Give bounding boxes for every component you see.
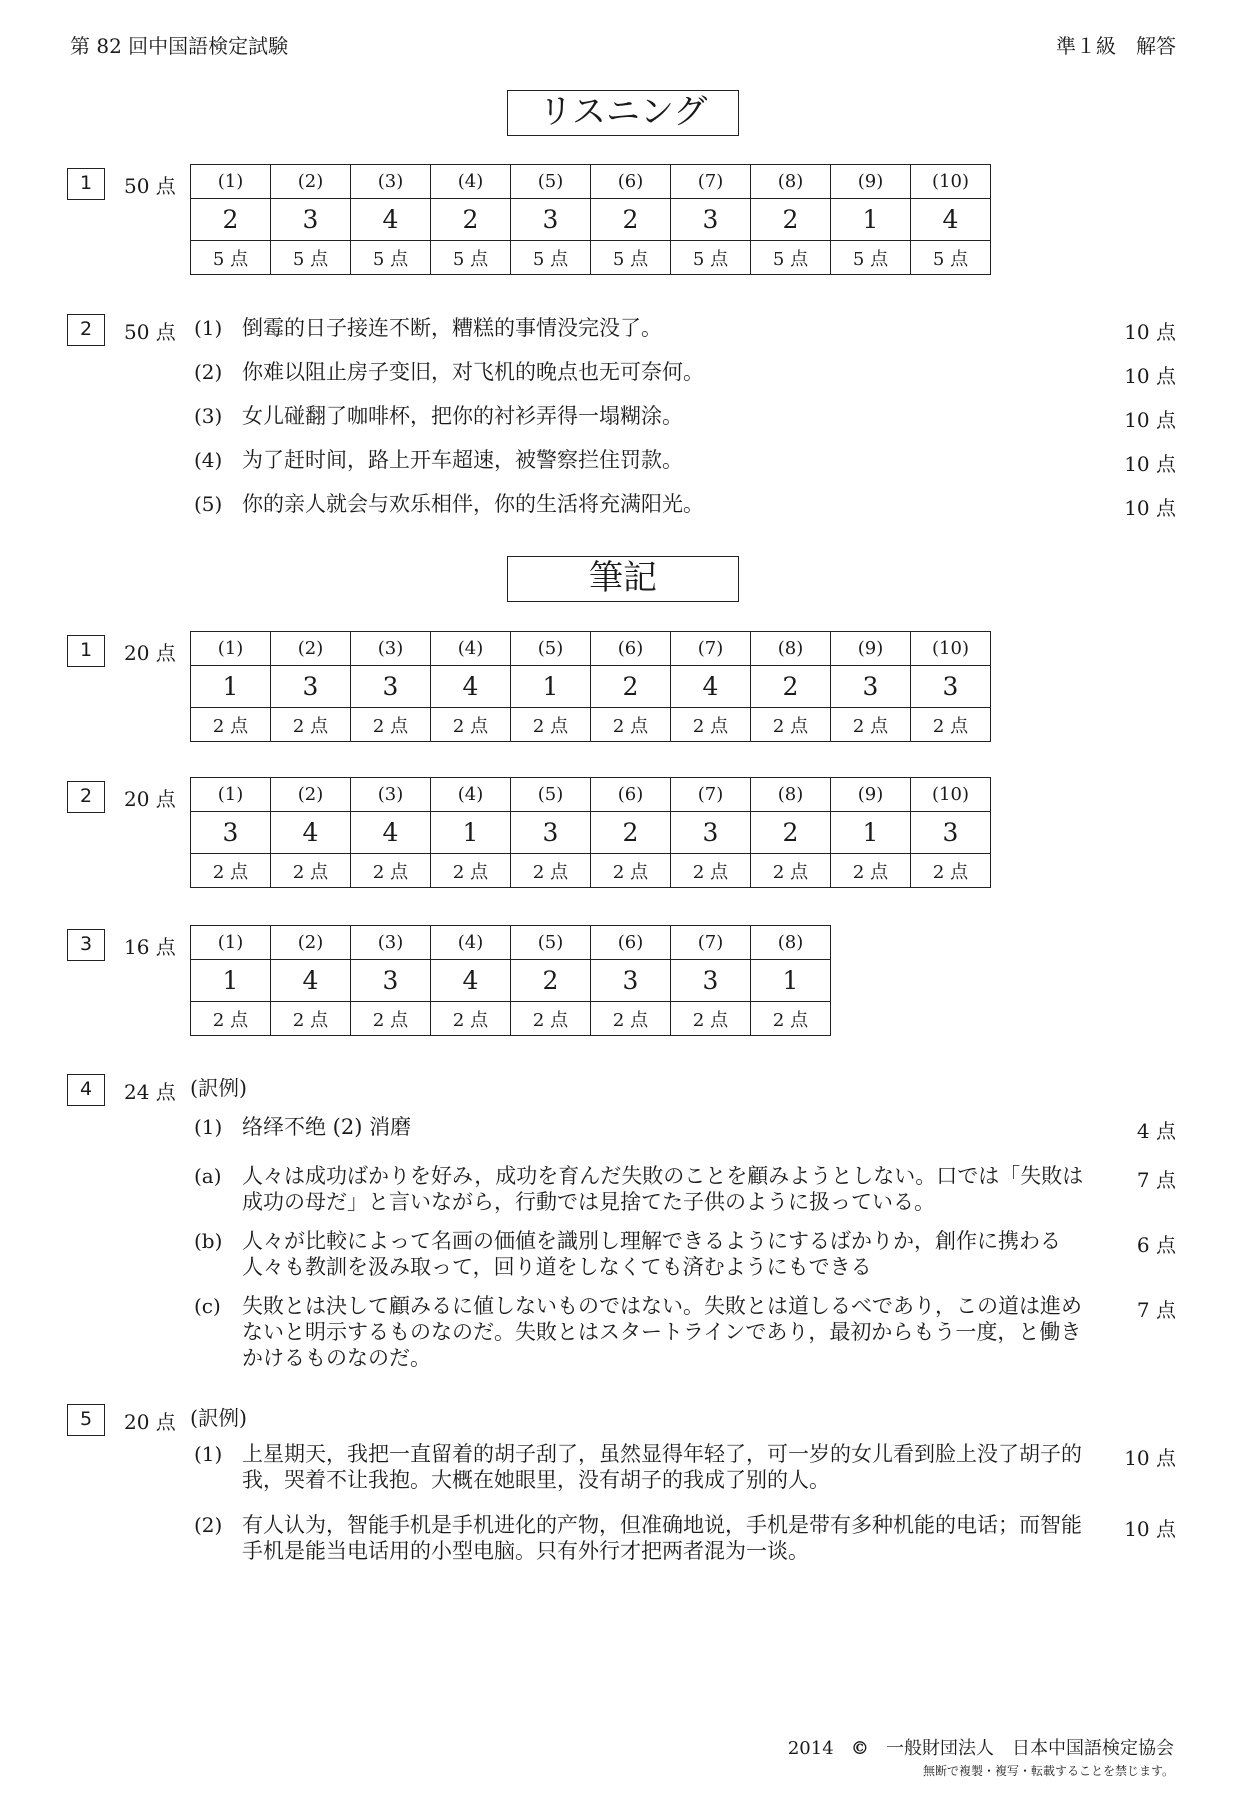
answer-table-answer-cell: 4: [351, 812, 431, 854]
answer-table-number-cell: (4): [431, 778, 511, 812]
answer-table-score-cell: 2 点: [271, 1002, 351, 1036]
item-score: 10 点: [1124, 364, 1176, 388]
answer-table-number-cell: (3): [351, 778, 431, 812]
answer-table-number-cell: (6): [591, 926, 671, 960]
answer-table-answer-cell: 4: [431, 666, 511, 708]
answer-table-score-cell: 2 点: [191, 1002, 271, 1036]
answer-table-answer-cell: 1: [431, 812, 511, 854]
answer-table-answer-cell: 2: [591, 666, 671, 708]
question-points: 20 点: [124, 787, 176, 811]
question-number-box: 2: [67, 781, 105, 813]
answer-table-answer-cell: 3: [271, 199, 351, 241]
answer-table-number-cell: (4): [431, 165, 511, 199]
answer-table-answer-cell: 4: [351, 199, 431, 241]
item-label: (1): [194, 316, 223, 340]
answer-table-score-cell: 2 点: [351, 1002, 431, 1036]
question-points: 50 点: [124, 320, 176, 344]
answer-table-number-cell: (5): [511, 926, 591, 960]
question-points: 20 点: [124, 1410, 176, 1434]
answer-table-score-cell: 5 点: [671, 241, 751, 275]
section-title-listening: リスニング: [507, 90, 739, 136]
answer-table-score-cell: 5 点: [431, 241, 511, 275]
answer-table-score-cell: 5 点: [591, 241, 671, 275]
answer-table-score-cell: 2 点: [671, 708, 751, 742]
question-number-box: 3: [67, 929, 105, 961]
answer-table-score-cell: 2 点: [591, 854, 671, 888]
answer-table-number-cell: (1): [191, 926, 271, 960]
answer-table-answer-cell: 1: [511, 666, 591, 708]
answer-table-number-cell: (7): [671, 778, 751, 812]
item-text: 有人认为，智能手机是手机进化的产物，但准确地说，手机是带有多种机能的电话；而智能手机是能当电话用的小型电脑。只有外行才把两者混为一谈。: [242, 1513, 1082, 1563]
answer-table-answer-cell: 4: [271, 812, 351, 854]
answer-table-answer-cell: 2: [511, 960, 591, 1002]
answer-table-score-cell: 2 点: [751, 708, 831, 742]
answer-table-score-cell: 2 点: [271, 708, 351, 742]
answer-table-number-cell: (2): [271, 926, 351, 960]
item-label: (1): [194, 1115, 223, 1139]
answer-table-answer-cell: 3: [591, 960, 671, 1002]
item-score: 10 点: [1124, 1517, 1176, 1541]
item-text: 络绎不绝 (2) 消磨: [242, 1115, 412, 1139]
answer-table-answers-row: [191, 666, 991, 708]
item-score: 10 点: [1124, 320, 1176, 344]
answer-table-number-cell: (4): [431, 926, 511, 960]
section-title-writing: 筆記: [507, 556, 739, 602]
answer-table-answer-cell: 3: [831, 666, 911, 708]
answer-table-number-cell: (1): [191, 632, 271, 666]
answer-table-answer-cell: 4: [431, 960, 511, 1002]
answer-table-number-cell: (6): [591, 165, 671, 199]
answer-table-scores-row: [191, 1002, 831, 1036]
answer-table-number-cell: (1): [191, 778, 271, 812]
answer-table-answers-row: [191, 960, 831, 1002]
answer-table-score-cell: 2 点: [511, 1002, 591, 1036]
item-label: (3): [194, 404, 223, 428]
answer-table-answer-cell: 3: [511, 199, 591, 241]
organization-name: 一般財団法人 日本中国語検定協会: [886, 1738, 1174, 1759]
item-text: 你的亲人就会与欢乐相伴，你的生活将充满阳光。: [242, 492, 704, 516]
answer-table-answers-row: [191, 812, 991, 854]
item-label: (c): [194, 1294, 221, 1318]
answer-table-answer-cell: 3: [351, 666, 431, 708]
item-label: (5): [194, 492, 223, 516]
answer-table-scores-row: [191, 241, 991, 275]
item-label: (b): [194, 1229, 223, 1253]
translation-note: (訳例): [190, 1076, 247, 1100]
answer-table-score-cell: 2 点: [751, 854, 831, 888]
question-number-box: 1: [67, 635, 105, 667]
translation-note: (訳例): [190, 1406, 247, 1430]
answer-table-score-cell: 5 点: [511, 241, 591, 275]
answer-table-score-cell: 2 点: [191, 708, 271, 742]
answer-table-score-cell: 2 点: [191, 854, 271, 888]
answer-table-answer-cell: 1: [831, 812, 911, 854]
answer-table-answer-cell: 3: [671, 812, 751, 854]
copyright-notice: 無断で複製・複写・転載することを禁じます。: [922, 1764, 1174, 1778]
answer-table-answer-cell: 1: [191, 960, 271, 1002]
answer-table-answer-cell: 2: [431, 199, 511, 241]
answer-table-number-cell: (3): [351, 632, 431, 666]
item-text: 倒霉的日子接连不断，糟糕的事情没完没了。: [242, 316, 662, 340]
answer-table-answer-cell: 3: [271, 666, 351, 708]
item-text: 失敗とは決して顧みるに値しないものではない。失敗とは道しるべであり，この道は進めないと明示するものなのだ。失敗とはスタートラインであり，最初からもう一度，と働きかけるものなのだ。: [242, 1294, 1082, 1370]
item-score: 7 点: [1136, 1298, 1176, 1322]
answer-table-number-cell: (2): [271, 632, 351, 666]
answer-table-number-cell: (7): [671, 926, 751, 960]
answer-table-numbers-row: [191, 165, 991, 199]
answer-table-numbers-row: [191, 632, 991, 666]
item-text: 女儿碰翻了咖啡杯，把你的衬衫弄得一塌糊涂。: [242, 404, 683, 428]
answer-table-score-cell: 2 点: [431, 708, 511, 742]
answer-table-score-cell: 2 点: [671, 854, 751, 888]
answer-table-number-cell: (10): [911, 632, 991, 666]
answer-table-answer-cell: 3: [191, 812, 271, 854]
question-number-box: 2: [67, 314, 105, 346]
answer-table-answer-cell: 3: [911, 812, 991, 854]
answer-table-score-cell: 2 点: [591, 708, 671, 742]
answer-table-answer-cell: 3: [671, 960, 751, 1002]
answer-table-number-cell: (8): [751, 926, 831, 960]
answer-table-number-cell: (10): [911, 778, 991, 812]
answer-table-score-cell: 5 点: [351, 241, 431, 275]
item-label: (4): [194, 448, 223, 472]
answer-table-score-cell: 2 点: [351, 854, 431, 888]
question-points: 50 点: [124, 174, 176, 198]
copyright-icon: ©: [850, 1738, 869, 1759]
answer-table-score-cell: 2 点: [431, 1002, 511, 1036]
answer-table-number-cell: (7): [671, 165, 751, 199]
answer-table-number-cell: (5): [511, 165, 591, 199]
answer-table-answer-cell: 1: [831, 199, 911, 241]
answer-table-number-cell: (8): [751, 632, 831, 666]
answer-table-number-cell: (1): [191, 165, 271, 199]
answer-table-answer-cell: 2: [591, 812, 671, 854]
item-label: (a): [194, 1164, 222, 1188]
answer-table-scores-row: [191, 708, 991, 742]
exam-title: 第 82 回中国語検定試験: [70, 34, 289, 58]
item-text: 你难以阻止房子变旧，对飞机的晚点也无可奈何。: [242, 360, 704, 384]
answer-table-number-cell: (4): [431, 632, 511, 666]
answer-table-number-cell: (5): [511, 778, 591, 812]
answer-table-score-cell: 2 点: [831, 854, 911, 888]
item-score: 10 点: [1124, 408, 1176, 432]
answer-table-number-cell: (5): [511, 632, 591, 666]
answer-table-answers-row: [191, 199, 991, 241]
answer-table-number-cell: (9): [831, 632, 911, 666]
item-text: 人々が比較によって名画の価値を識別し理解できるようにするばかりか，創作に携わる人々も教訓を汲み取って，回り道をしなくても済むようにもできる: [242, 1229, 1061, 1279]
question-number-box: 4: [67, 1074, 105, 1106]
answer-table-score-cell: 2 点: [751, 1002, 831, 1036]
answer-table-score-cell: 5 点: [751, 241, 831, 275]
item-text: 上星期天，我把一直留着的胡子刮了，虽然显得年轻了，可一岁的女儿看到脸上没了胡子的我，哭着不让我抱。大概在她眼里，没有胡子的我成了别的人。: [242, 1442, 1082, 1492]
item-score: 4 点: [1136, 1119, 1176, 1143]
answer-table-number-cell: (2): [271, 778, 351, 812]
answer-table-score-cell: 2 点: [671, 1002, 751, 1036]
answer-table: [190, 164, 991, 275]
answer-table-answer-cell: 4: [271, 960, 351, 1002]
answer-table: [190, 925, 831, 1036]
answer-table-score-cell: 2 点: [511, 708, 591, 742]
answer-table-answer-cell: 2: [751, 812, 831, 854]
answer-table-answer-cell: 2: [591, 199, 671, 241]
answer-table-number-cell: (8): [751, 778, 831, 812]
item-text: 人々は成功ばかりを好み，成功を育んだ失敗のことを顧みようとしない。口では「失敗は成功の母だ」と言いながら，行動では見捨てた子供のように扱っている。: [242, 1164, 1084, 1214]
answer-table: [190, 777, 991, 888]
answer-table: [190, 631, 991, 742]
copyright-line: [788, 1734, 1174, 1760]
grade-label: 準１級 解答: [1056, 34, 1176, 58]
answer-table-score-cell: 2 点: [511, 854, 591, 888]
copyright-year: 2014: [787, 1738, 834, 1759]
answer-table-answer-cell: 1: [751, 960, 831, 1002]
item-score: 10 点: [1124, 496, 1176, 520]
question-points: 20 点: [124, 641, 176, 665]
item-text: 为了赶时间，路上开车超速，被警察拦住罚款。: [242, 448, 683, 472]
answer-table-score-cell: 2 点: [911, 708, 991, 742]
answer-table-answer-cell: 3: [511, 812, 591, 854]
answer-table-score-cell: 2 点: [911, 854, 991, 888]
answer-table-score-cell: 5 点: [831, 241, 911, 275]
question-points: 16 点: [124, 935, 176, 959]
answer-table-answer-cell: 2: [191, 199, 271, 241]
item-score: 10 点: [1124, 452, 1176, 476]
answer-table-answer-cell: 2: [751, 666, 831, 708]
answer-table-answer-cell: 3: [911, 666, 991, 708]
answer-table-answer-cell: 4: [911, 199, 991, 241]
answer-table-number-cell: (6): [591, 632, 671, 666]
item-score: 10 点: [1124, 1446, 1176, 1470]
answer-table-number-cell: (9): [831, 165, 911, 199]
answer-table-score-cell: 2 点: [591, 1002, 671, 1036]
item-label: (2): [194, 360, 223, 384]
answer-table-number-cell: (3): [351, 165, 431, 199]
item-label: (1): [194, 1442, 223, 1466]
answer-table-score-cell: 5 点: [911, 241, 991, 275]
answer-table-answer-cell: 3: [351, 960, 431, 1002]
answer-table-numbers-row: [191, 778, 991, 812]
answer-table-number-cell: (7): [671, 632, 751, 666]
answer-table-number-cell: (2): [271, 165, 351, 199]
answer-table-answer-cell: 3: [671, 199, 751, 241]
question-points: 24 点: [124, 1080, 176, 1104]
item-label: (2): [194, 1513, 223, 1537]
answer-table-score-cell: 2 点: [831, 708, 911, 742]
answer-table-number-cell: (10): [911, 165, 991, 199]
answer-table-number-cell: (6): [591, 778, 671, 812]
answer-table-scores-row: [191, 854, 991, 888]
item-score: 6 点: [1136, 1233, 1176, 1257]
answer-table-answer-cell: 4: [671, 666, 751, 708]
answer-table-score-cell: 2 点: [351, 708, 431, 742]
answer-table-number-cell: (9): [831, 778, 911, 812]
answer-table-answer-cell: 1: [191, 666, 271, 708]
answer-table-score-cell: 5 点: [271, 241, 351, 275]
answer-table-number-cell: (3): [351, 926, 431, 960]
answer-table-score-cell: 2 点: [431, 854, 511, 888]
answer-table-answer-cell: 2: [751, 199, 831, 241]
answer-table-score-cell: 2 点: [271, 854, 351, 888]
item-score: 7 点: [1136, 1168, 1176, 1192]
question-number-box: 5: [67, 1404, 105, 1436]
question-number-box: 1: [67, 168, 105, 200]
answer-table-numbers-row: [191, 926, 831, 960]
answer-table-score-cell: 5 点: [191, 241, 271, 275]
answer-table-number-cell: (8): [751, 165, 831, 199]
